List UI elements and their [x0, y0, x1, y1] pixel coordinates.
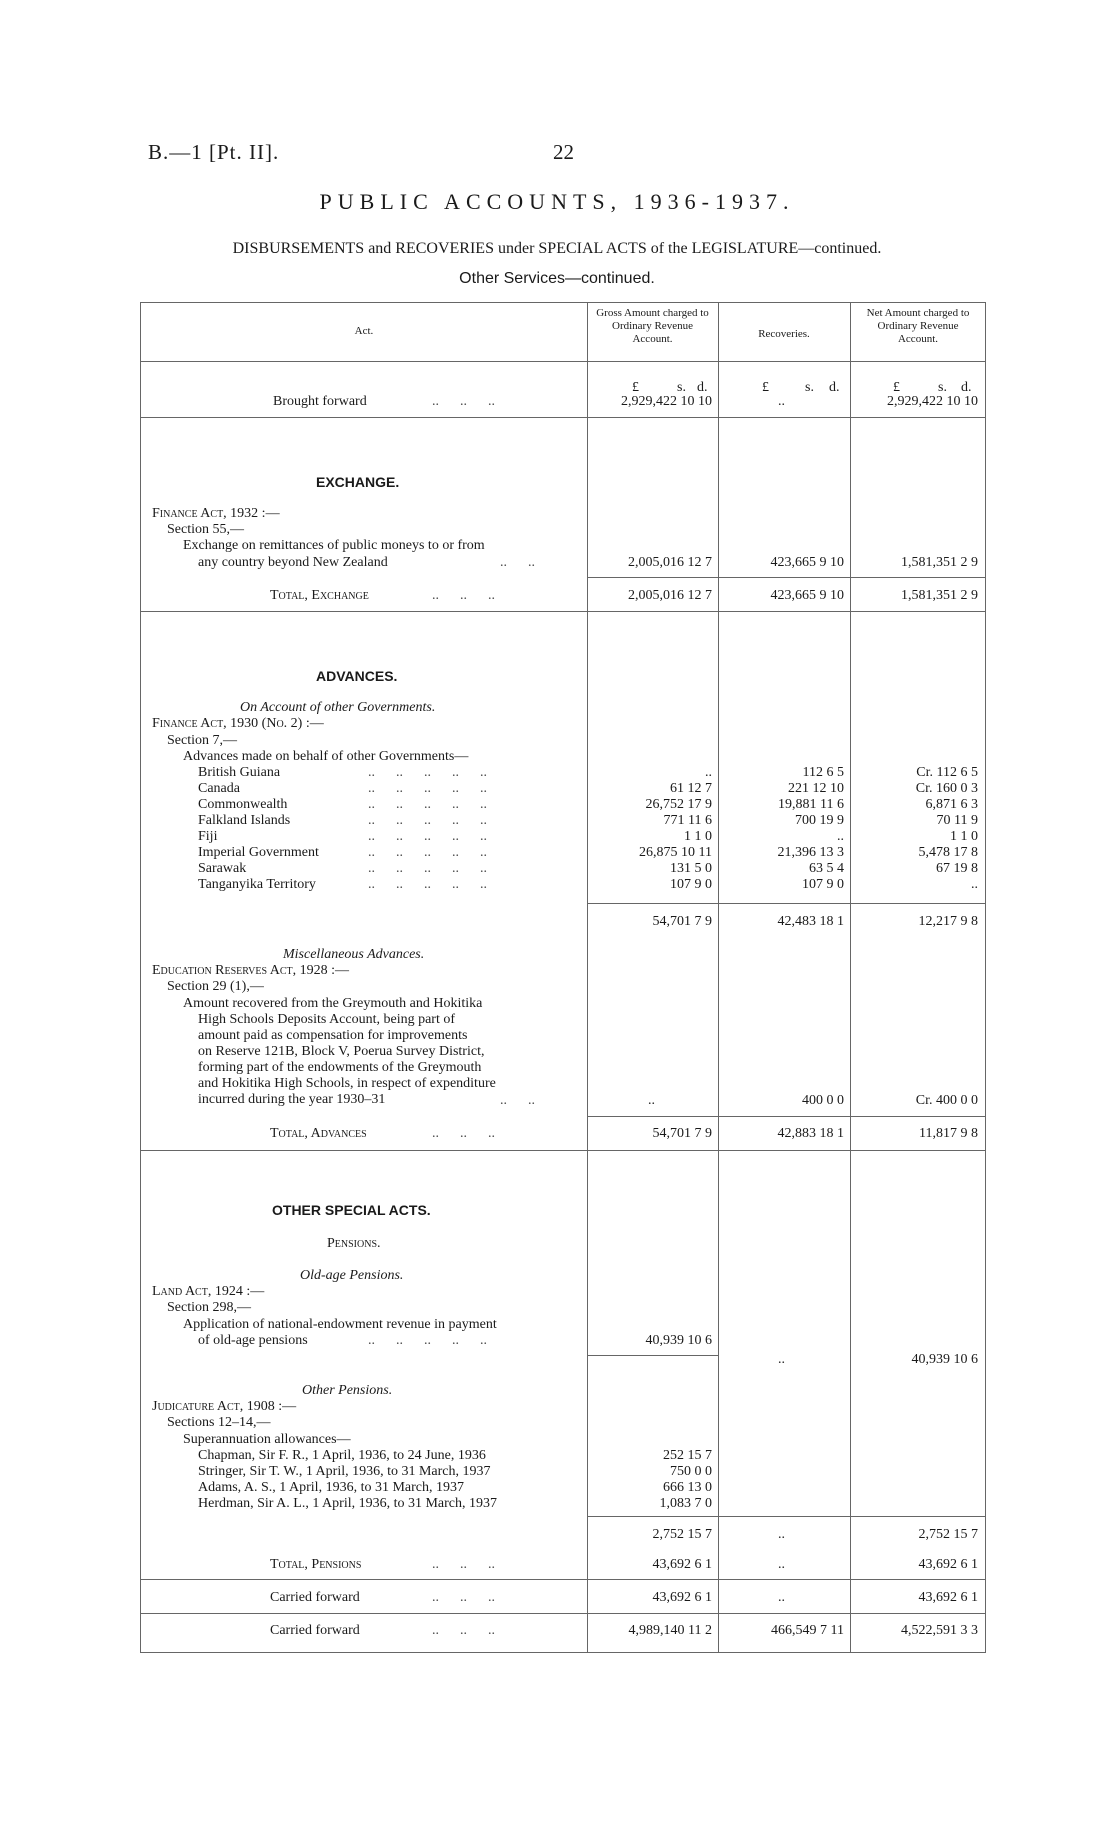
carried-forward-net: 4,522,591 3 3: [901, 1623, 978, 1638]
advance-row-name: Canada: [198, 781, 240, 796]
exchange-recoveries: 423,665 9 10: [770, 555, 844, 570]
advances-subtotal-recoveries: 42,483 18 1: [777, 914, 844, 929]
advance-row-name: British Guiana: [198, 765, 281, 780]
advance-row-recoveries: 107 9 0: [802, 877, 844, 892]
advance-row-gross: ..: [705, 765, 712, 780]
table-bottom-rule: [140, 1652, 986, 1653]
advance-row-recoveries: ..: [837, 829, 844, 844]
section-heading-other-acts: OTHER SPECIAL ACTS.: [272, 1202, 431, 1218]
rule: [140, 1579, 986, 1580]
judicature-subtotal-recoveries: ..: [778, 1527, 785, 1542]
advance-row-gross: 131 5 0: [670, 861, 712, 876]
leader-dots: .. ..: [500, 555, 535, 570]
rule: [140, 611, 986, 612]
misc-desc-line: forming part of the endowments of the Greymouth: [198, 1060, 482, 1075]
judicature-row-name: Herdman, Sir A. L., 1 April, 1936, to 31 March, 1937: [198, 1496, 498, 1511]
judicature-section: Sections 12–14,—: [167, 1415, 271, 1430]
advance-row-net: Cr. 112 6 5: [916, 765, 978, 780]
brought-forward-recoveries: ..: [778, 394, 785, 409]
carried-forward-1-gross: 43,692 6 1: [652, 1590, 712, 1605]
advance-row-net: 70 11 9: [936, 813, 978, 828]
advance-row-recoveries: 700 19 9: [795, 813, 844, 828]
exchange-act: Finance Act, 1932 :—: [152, 506, 280, 521]
col-divider-1: [587, 302, 588, 1652]
advances-total-label: Total, Advances: [270, 1126, 367, 1141]
misc-desc-line: High Schools Deposits Account, being part of: [198, 1012, 456, 1027]
advances-total-gross: 54,701 7 9: [652, 1126, 712, 1141]
advance-row-net: Cr. 160 0 3: [915, 781, 978, 796]
advances-act: Finance Act, 1930 (No. 2) :—: [152, 716, 324, 731]
table-top-rule: [140, 302, 986, 303]
leader-dots: .. .. ..: [432, 1126, 495, 1141]
leader-dots: .. ..: [500, 1093, 535, 1108]
judicature-row-gross: 1,083 7 0: [659, 1496, 712, 1511]
carried-forward-1-recoveries: ..: [778, 1590, 785, 1605]
leader-dots: .. .. .. .. ..: [368, 781, 487, 796]
land-recoveries: ..: [778, 1352, 785, 1367]
advances-subtotal-gross: 54,701 7 9: [652, 914, 712, 929]
carried-forward-label: Carried forward: [270, 1623, 360, 1638]
oldage-heading: Old-age Pensions.: [300, 1268, 404, 1283]
land-desc-1: Application of national-endowment revenue in payment: [183, 1317, 497, 1332]
other-pensions-heading: Other Pensions.: [302, 1383, 393, 1398]
col-header-recoveries: Recoveries.: [758, 328, 810, 340]
advances-desc: Advances made on behalf of other Governments—: [183, 749, 469, 764]
rule: [587, 1516, 986, 1517]
leader-dots: .. .. .. .. ..: [368, 813, 487, 828]
advance-row-gross: 61 12 7: [670, 781, 712, 796]
advance-row-recoveries: 112 6 5: [802, 765, 844, 780]
advance-row-gross: 771 11 6: [663, 813, 712, 828]
rule: [140, 1613, 986, 1614]
land-act: Land Act, 1924 :—: [152, 1284, 265, 1299]
total-pensions-recoveries: ..: [778, 1557, 785, 1572]
carried-forward-recoveries: 466,549 7 11: [771, 1623, 844, 1638]
col-header-gross: Gross Amount charged to Ordinary Revenue Account.: [596, 307, 709, 345]
table-left-rule: [140, 302, 141, 1652]
unit-d-gross: d.: [697, 380, 708, 395]
judicature-row-gross: 750 0 0: [670, 1464, 712, 1479]
leader-dots: .. .. .. .. ..: [368, 845, 487, 860]
advance-row-recoveries: 21,396 13 3: [777, 845, 844, 860]
col-divider-2: [718, 302, 719, 1652]
misc-section: Section 29 (1),—: [167, 979, 264, 994]
exchange-total-label: Total, Exchange: [270, 588, 369, 603]
section-heading-exchange: EXCHANGE.: [316, 474, 400, 490]
total-pensions-gross: 43,692 6 1: [652, 1557, 712, 1572]
advances-total-recoveries: 42,883 18 1: [777, 1126, 844, 1141]
page-subtitle: DISBURSEMENTS and RECOVERIES under SPECIAL ACTS of the LEGISLATURE—continued.: [232, 240, 882, 257]
pensions-heading: Pensions.: [327, 1236, 381, 1251]
rule: [587, 903, 986, 904]
table-header-rule: [140, 361, 986, 362]
col-header-net: Net Amount charged to Ordinary Revenue Account.: [866, 307, 970, 345]
leader-dots: .. .. .. .. ..: [368, 797, 487, 812]
misc-desc-line: on Reserve 121B, Block V, Poerua Survey District,: [198, 1044, 485, 1059]
advances-subtotal-net: 12,217 9 8: [918, 914, 978, 929]
section-heading-advances: ADVANCES.: [316, 668, 398, 684]
document-id: B.—1 [Pt. II].: [148, 140, 280, 164]
judicature-desc: Superannuation allowances—: [183, 1432, 351, 1447]
table-right-rule: [985, 302, 986, 1652]
exchange-section: Section 55,—: [167, 522, 244, 537]
col-header-act: Act.: [354, 325, 374, 337]
judicature-act: Judicature Act, 1908 :—: [152, 1399, 297, 1414]
advance-row-recoveries: 63 5 4: [809, 861, 844, 876]
land-net: 40,939 10 6: [911, 1352, 978, 1367]
land-gross: 40,939 10 6: [645, 1333, 712, 1348]
advance-row-name: Sarawak: [198, 861, 247, 876]
total-pensions-label: Total, Pensions: [270, 1557, 362, 1572]
brought-forward-label: Brought forward: [273, 394, 367, 409]
leader-dots: .. .. ..: [432, 1557, 495, 1572]
leader-dots: .. .. ..: [432, 1623, 495, 1638]
advances-subheading: On Account of other Governments.: [240, 700, 436, 715]
advance-row-gross: 1 1 0: [684, 829, 712, 844]
unit-s-net: s.: [938, 380, 947, 395]
judicature-row-name: Chapman, Sir F. R., 1 April, 1936, to 24 June, 1936: [198, 1448, 486, 1463]
exchange-gross: 2,005,016 12 7: [628, 555, 712, 570]
exchange-desc-2: any country beyond New Zealand: [198, 555, 388, 570]
judicature-row-name: Adams, A. S., 1 April, 1936, to 31 March, 1937: [198, 1480, 464, 1495]
carried-forward-gross: 4,989,140 11 2: [628, 1623, 712, 1638]
advance-row-name: Fiji: [198, 829, 218, 844]
advance-row-net: 67 19 8: [936, 861, 978, 876]
col-divider-3: [850, 302, 851, 1652]
leader-dots: .. .. .. .. ..: [368, 877, 487, 892]
advance-row-gross: 107 9 0: [670, 877, 712, 892]
judicature-row-name: Stringer, Sir T. W., 1 April, 1936, to 31 March, 1937: [198, 1464, 491, 1479]
page-title: PUBLIC ACCOUNTS, 1936-1937.: [319, 189, 795, 214]
judicature-subtotal-net: 2,752 15 7: [918, 1527, 978, 1542]
exchange-net: 1,581,351 2 9: [901, 555, 978, 570]
exchange-total-recoveries: 423,665 9 10: [770, 588, 844, 603]
unit-d-net: d.: [961, 380, 972, 395]
advances-section: Section 7,—: [167, 733, 237, 748]
leader-dots: .. .. ..: [432, 394, 495, 409]
advance-row-net: 5,478 17 8: [918, 845, 978, 860]
advance-row-name: Tanganyika Territory: [198, 877, 316, 892]
rule: [140, 1150, 986, 1151]
leader-dots: .. .. .. .. ..: [368, 765, 487, 780]
land-desc-2: of old-age pensions: [198, 1333, 308, 1348]
advance-row-recoveries: 221 12 10: [788, 781, 844, 796]
advance-row-name: Commonwealth: [198, 797, 288, 812]
carried-forward-1-net: 43,692 6 1: [918, 1590, 978, 1605]
unit-s-gross: s.: [677, 380, 686, 395]
advance-row-name: Imperial Government: [198, 845, 319, 860]
unit-pound-gross: £: [632, 380, 639, 395]
judicature-row-gross: 252 15 7: [663, 1448, 712, 1463]
section-subtitle: Other Services—continued.: [459, 270, 655, 287]
misc-advances-heading: Miscellaneous Advances.: [283, 947, 425, 962]
leader-dots: .. .. .. .. ..: [368, 829, 487, 844]
misc-desc-line: incurred during the year 1930–31: [198, 1092, 386, 1107]
total-pensions-net: 43,692 6 1: [918, 1557, 978, 1572]
rule: [587, 1355, 718, 1356]
misc-gross: ..: [648, 1093, 655, 1108]
advances-total-net: 11,817 9 8: [919, 1126, 978, 1141]
advance-row-net: ..: [971, 877, 978, 892]
advance-row-net: 6,871 6 3: [925, 797, 978, 812]
advance-row-gross: 26,875 10 11: [639, 845, 712, 860]
exchange-total-net: 1,581,351 2 9: [901, 588, 978, 603]
unit-s-rec: s.: [805, 380, 814, 395]
advance-row-net: 1 1 0: [950, 829, 978, 844]
unit-pound-net: £: [893, 380, 900, 395]
leader-dots: .. .. .. .. ..: [368, 1333, 487, 1348]
exchange-desc-1: Exchange on remittances of public moneys to or from: [183, 538, 485, 553]
rule: [140, 417, 986, 418]
misc-act: Education Reserves Act, 1928 :—: [152, 963, 350, 978]
misc-desc-line: amount paid as compensation for improvements: [198, 1028, 468, 1043]
land-section: Section 298,—: [167, 1300, 251, 1315]
unit-d-rec: d.: [829, 380, 840, 395]
leader-dots: .. .. .. .. ..: [368, 861, 487, 876]
unit-pound-rec: £: [762, 380, 769, 395]
rule: [587, 1116, 986, 1117]
judicature-row-gross: 666 13 0: [663, 1480, 712, 1495]
brought-forward-net: 2,929,422 10 10: [887, 394, 978, 409]
misc-desc-line: and Hokitika High Schools, in respect of expenditure: [198, 1076, 496, 1091]
advance-row-gross: 26,752 17 9: [645, 797, 712, 812]
brought-forward-gross: 2,929,422 10 10: [621, 394, 712, 409]
misc-recoveries: 400 0 0: [802, 1093, 844, 1108]
leader-dots: .. .. ..: [432, 1590, 495, 1605]
advance-row-name: Falkland Islands: [198, 813, 291, 828]
misc-net: Cr. 400 0 0: [915, 1093, 978, 1108]
page-number: 22: [553, 140, 574, 164]
rule: [587, 577, 986, 578]
leader-dots: .. .. ..: [432, 588, 495, 603]
carried-forward-1-label: Carried forward: [270, 1590, 360, 1605]
misc-desc-line: Amount recovered from the Greymouth and Hokitika: [183, 996, 483, 1011]
judicature-subtotal-gross: 2,752 15 7: [652, 1527, 712, 1542]
advance-row-recoveries: 19,881 11 6: [778, 797, 844, 812]
exchange-total-gross: 2,005,016 12 7: [628, 588, 712, 603]
